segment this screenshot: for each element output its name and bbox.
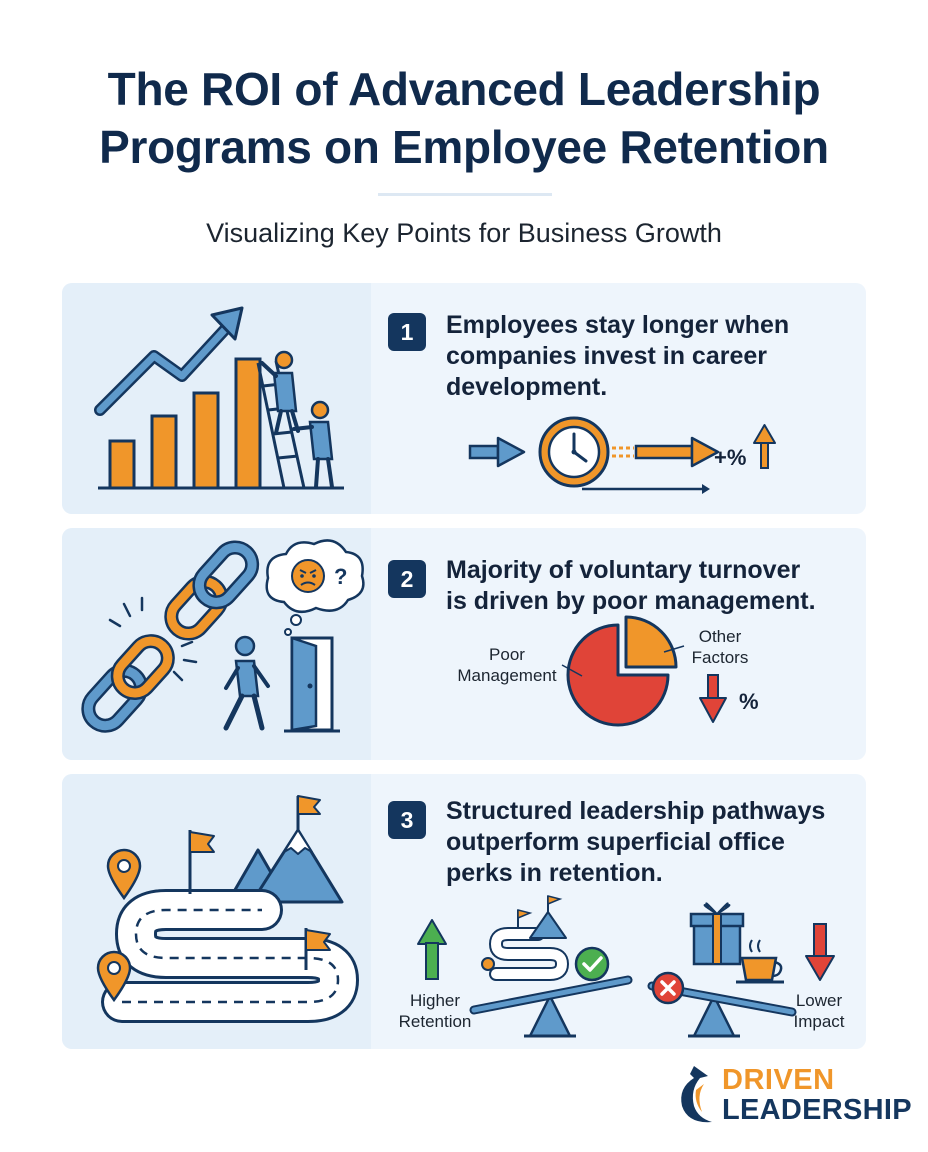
walking-person-icon [226,637,268,728]
perks-scale-icon [652,903,792,1036]
turnover-percent-label: % [739,689,759,714]
clock-icon [540,418,608,486]
pie-label-poor-management: Poor Management [457,645,557,685]
down-arrow-icon [700,675,726,722]
frustrated-thought-icon [267,540,364,635]
up-arrow-icon [754,425,775,468]
point-2-number-badge: 2 [388,560,426,598]
brand-name-line-2: LEADERSHIP [722,1094,912,1126]
pie-label-other-factors: Other Factors [691,627,749,667]
point-3-text: Structured leadership pathways outperform superficial office perks in retention. [446,797,826,887]
point-3-number-badge: 3 [388,801,426,839]
point-card-2 [62,528,866,760]
point-card-3 [62,774,866,1049]
brand-name-line-1: DRIVEN [722,1064,835,1096]
red-down-arrow-icon [806,924,834,980]
green-up-arrow-icon [418,920,446,979]
brand-swoosh-icon [664,1060,720,1130]
title-divider [378,193,552,196]
turnover-pie-chart-icon [562,617,684,725]
page-title: The ROI of Advanced Leadership Programs on Employee Retention [99,63,829,173]
pathway-scale-icon [474,896,628,1036]
time-arrow-icon [470,438,524,466]
increase-percent-label: +% [714,445,747,470]
brand-logo [664,1060,912,1130]
exit-door-icon [284,638,340,731]
lower-impact-label: Lower Impact [793,991,845,1031]
svg-text:?: ? [334,564,348,589]
dashed-growth-arrow-icon [612,438,718,466]
point-card-1 [62,283,866,514]
higher-retention-label: Higher Retention [398,991,472,1031]
point-1-number-badge: 1 [388,313,426,351]
point-2-text: Majority of voluntary turnover is driven by poor management. [446,556,816,615]
page-subtitle: Visualizing Key Points for Business Growth [206,218,722,248]
point-1-text: Employees stay longer when companies invest in career development. [446,311,790,401]
